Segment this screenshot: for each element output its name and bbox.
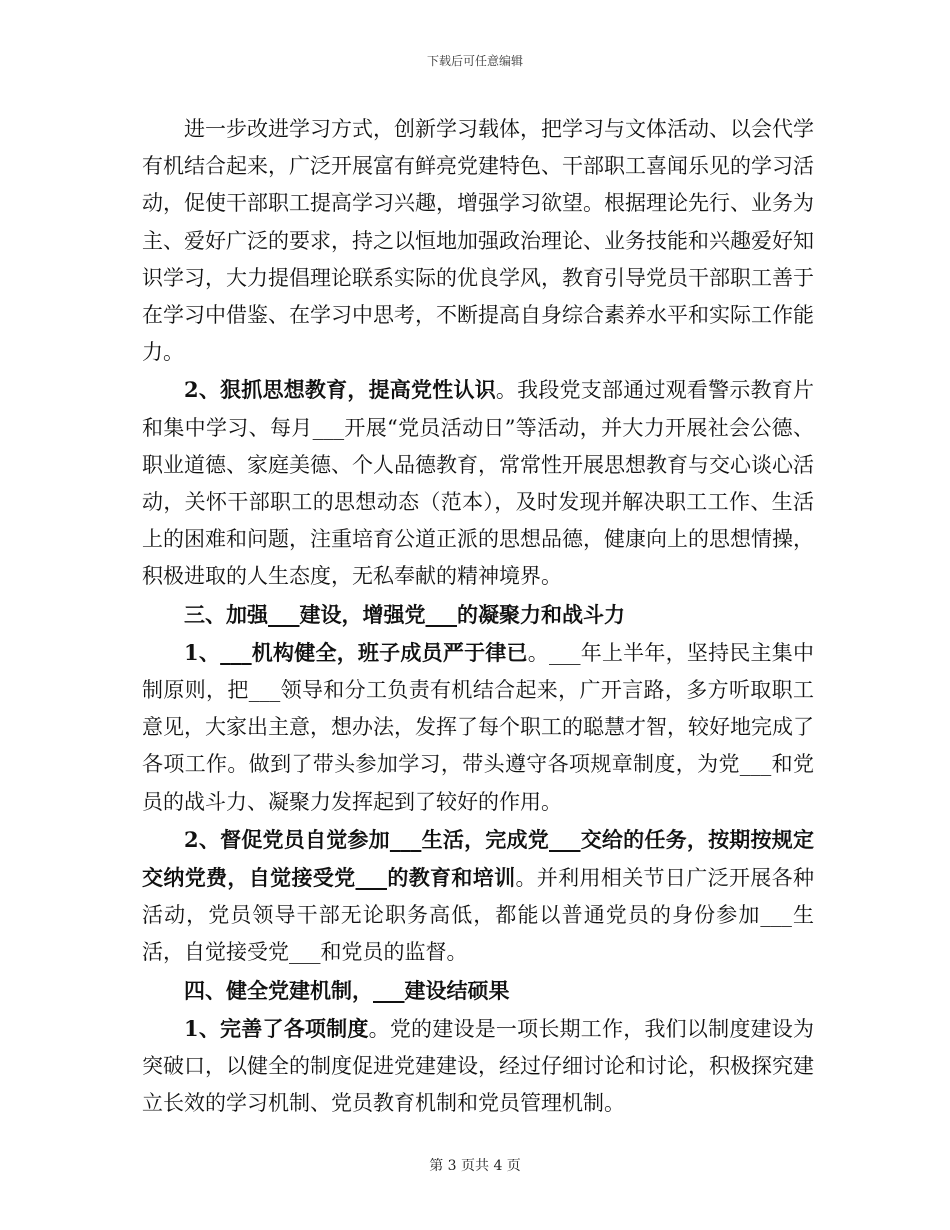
section-heading-3 bbox=[142, 596, 814, 634]
paragraph-party-life bbox=[142, 821, 814, 972]
document-body bbox=[142, 110, 814, 1122]
paragraph-text: 。___年上半年，坚持民主集中制原则，把___领导和分工负责有机结合起来，广开言路，多方听取职工意见，大家出主意，想办法，发挥了每个职工的聪慧才智，较好地完成了各项工作。做到了带头参加学习，带头遵守各项规章制度，为党___和党员的战斗力、凝聚力发挥起到了较好的作用。 bbox=[142, 640, 814, 814]
paragraph-bold: 1、完善了各项制度 bbox=[184, 1015, 369, 1041]
paragraph-study-methods bbox=[142, 110, 814, 371]
section-heading-text: 三、加强___建设，增强党___的凝聚力和战斗力 bbox=[184, 601, 625, 627]
section-heading-4 bbox=[142, 972, 814, 1010]
paragraph-systems bbox=[142, 1010, 814, 1123]
paragraph-text: 。党的建设是一项长期工作，我们以制度建设为突破口，以健全的制度促进党建建设，经过仔细讨论和讨论，积极探究建立长效的学习机制、党员教育机制和党员管理机制。 bbox=[142, 1016, 814, 1116]
page-footer: 第 3 页共 4 页 bbox=[429, 1158, 521, 1174]
paragraph-text: 。我段党支部通过观看警示教育片和集中学习、每月___开展“党员活动日”等活动，并大力开展社会公德、职业道德、家庭美德、个人品德教育，常常性开展思想教育与交心谈心活动，关怀干部职工的思想动态（范本），及时发现并解决职工工作、生活上的困难和问题，注重培育公道正派的思想品德，健康向上的思想情操，积极进取的人生态度，无私奉献的精神境界。 bbox=[142, 378, 814, 589]
paragraph-bold: 2、督促党员自觉参加___生活，完成党___交给的任务，按期按规定交纳党费，自觉接受党___的教育和培训 bbox=[142, 826, 814, 891]
paragraph-text: 进一步改进学习方式，创新学习载体，把学习与文体活动、以会代学有机结合起来，广泛开展富有鲜亮党建特色、干部职工喜闻乐见的学习活动，促使干部职工提高学习兴趣，增强学习欲望。根据理论先行、业务为主、爱好广泛的要求，持之以恒地加强政治理论、业务技能和兴趣爱好知识学习，大力提倡理论联系实际的优良学风，教育引导党员干部职工善于在学习中借鉴、在学习中思考，不断提高自身综合素养水平和实际工作能力。 bbox=[142, 117, 814, 365]
page-header: 下载后可任意编辑 bbox=[426, 54, 523, 68]
paragraph-ideological-education bbox=[142, 371, 814, 595]
section-heading-text: 四、健全党建机制，___建设结硕果 bbox=[184, 977, 510, 1003]
paragraph-organization bbox=[142, 634, 814, 821]
paragraph-text: 。并利用相关节日广泛开展各种活动，党员领导干部无论职务高低，都能以普通党员的身份参加___生活，自觉接受党___和党员的监督。 bbox=[142, 866, 815, 965]
paragraph-bold: 1、___机构健全，班子成员严于律已 bbox=[184, 639, 528, 665]
paragraph-bold: 2、狠抓思想教育，提高党性认识 bbox=[184, 377, 496, 403]
